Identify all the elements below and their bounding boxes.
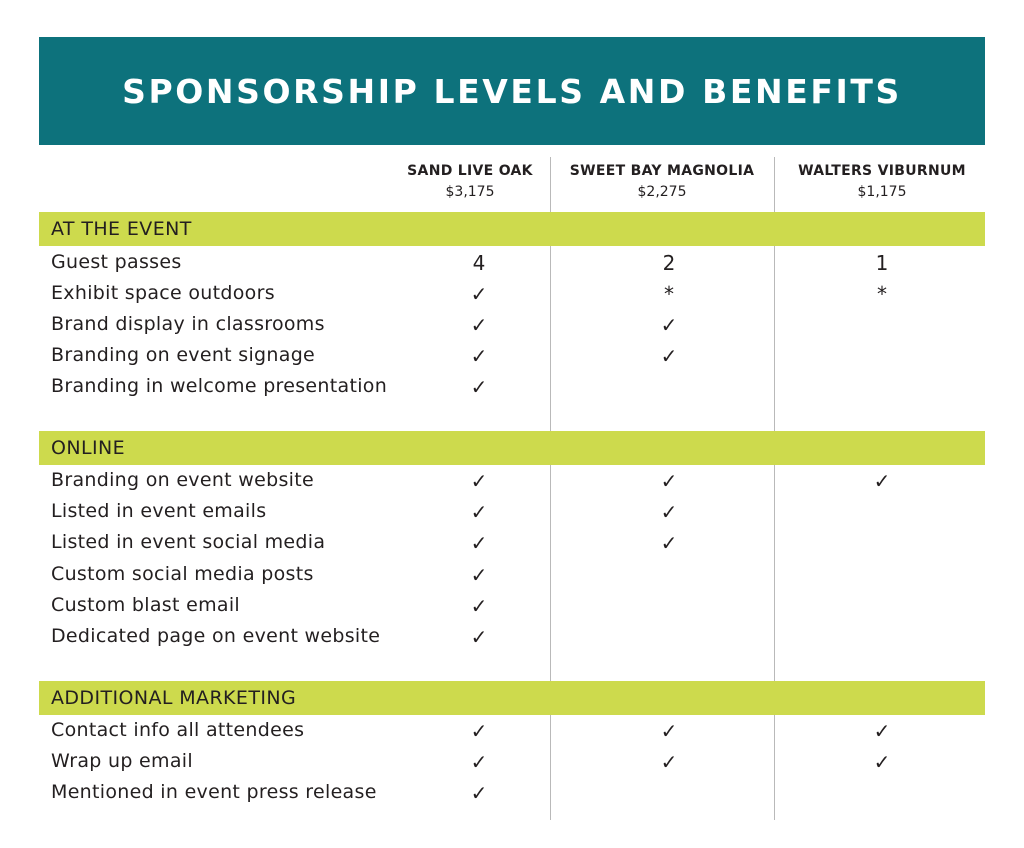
benefit-cell: ✓	[873, 719, 891, 743]
column-price: $2,275	[637, 184, 687, 200]
section-header-online	[39, 431, 985, 465]
table-row	[39, 592, 985, 623]
benefit-label: Branding in welcome presentation	[51, 375, 388, 397]
table-row	[39, 280, 985, 311]
benefit-cell: ✓	[470, 344, 488, 368]
benefit-cell: ✓	[470, 625, 488, 649]
title-banner	[39, 37, 985, 145]
section-header-at-the-event	[39, 212, 985, 246]
benefit-cell: ✓	[470, 563, 488, 587]
column-price: $1,175	[857, 184, 907, 200]
table-row	[39, 249, 985, 280]
benefit-cell: ✓	[660, 344, 678, 368]
section-label: AT THE EVENT	[51, 218, 192, 240]
section-label: ADDITIONAL MARKETING	[51, 687, 297, 709]
benefit-label: Mentioned in event press release	[51, 781, 377, 803]
table-row	[39, 529, 985, 560]
benefit-label: Contact info all attendees	[51, 719, 305, 741]
benefit-cell: 2	[662, 251, 676, 275]
column-header-sand-live-oak	[400, 163, 540, 200]
table-row	[39, 779, 985, 810]
table-row	[39, 373, 985, 404]
benefit-cell: *	[664, 282, 674, 306]
benefit-cell: ✓	[873, 750, 891, 774]
column-name: WALTERS VIBURNUM	[798, 163, 966, 179]
benefit-cell: ✓	[470, 375, 488, 399]
benefit-cell: ✓	[470, 282, 488, 306]
benefit-label: Brand display in classrooms	[51, 313, 325, 335]
benefit-cell: ✓	[660, 313, 678, 337]
table-row	[39, 717, 985, 748]
benefit-label: Listed in event social media	[51, 531, 326, 553]
benefit-cell: ✓	[660, 500, 678, 524]
benefit-label: Wrap up email	[51, 750, 193, 772]
benefit-cell: ✓	[470, 719, 488, 743]
table-row	[39, 623, 985, 654]
column-name: SAND LIVE OAK	[407, 163, 533, 179]
benefit-cell: ✓	[470, 313, 488, 337]
benefit-cell: ✓	[660, 531, 678, 555]
column-header-sweet-bay-magnolia	[555, 163, 769, 200]
page-title: SPONSORSHIP LEVELS AND BENEFITS	[122, 71, 902, 111]
benefit-label: Custom blast email	[51, 594, 240, 616]
table-row	[39, 311, 985, 342]
benefit-label: Branding on event signage	[51, 344, 316, 366]
benefit-cell: ✓	[660, 719, 678, 743]
column-header-walters-viburnum	[779, 163, 985, 200]
benefit-cell: ✓	[470, 750, 488, 774]
section-header-additional-marketing	[39, 681, 985, 715]
benefit-label: Guest passes	[51, 251, 182, 273]
benefit-label: Custom social media posts	[51, 563, 314, 585]
table-row	[39, 342, 985, 373]
benefit-label: Listed in event emails	[51, 500, 267, 522]
column-name: SWEET BAY MAGNOLIA	[569, 163, 755, 179]
table-row	[39, 748, 985, 779]
benefit-label: Branding on event website	[51, 469, 314, 491]
benefit-cell: ✓	[470, 500, 488, 524]
benefit-cell: ✓	[660, 469, 678, 493]
benefit-cell: 4	[472, 251, 486, 275]
benefit-cell: *	[877, 282, 887, 306]
benefit-cell: ✓	[470, 781, 488, 805]
benefit-cell: ✓	[660, 750, 678, 774]
section-label: ONLINE	[51, 437, 125, 459]
benefit-cell: ✓	[470, 469, 488, 493]
benefit-label: Dedicated page on event website	[51, 625, 381, 647]
column-price: $3,175	[445, 184, 495, 200]
benefit-cell: ✓	[873, 469, 891, 493]
table-row	[39, 498, 985, 529]
benefit-cell: 1	[875, 251, 889, 275]
table-row	[39, 467, 985, 498]
table-row	[39, 561, 985, 592]
benefit-cell: ✓	[470, 594, 488, 618]
benefit-cell: ✓	[470, 531, 488, 555]
benefit-label: Exhibit space outdoors	[51, 282, 275, 304]
